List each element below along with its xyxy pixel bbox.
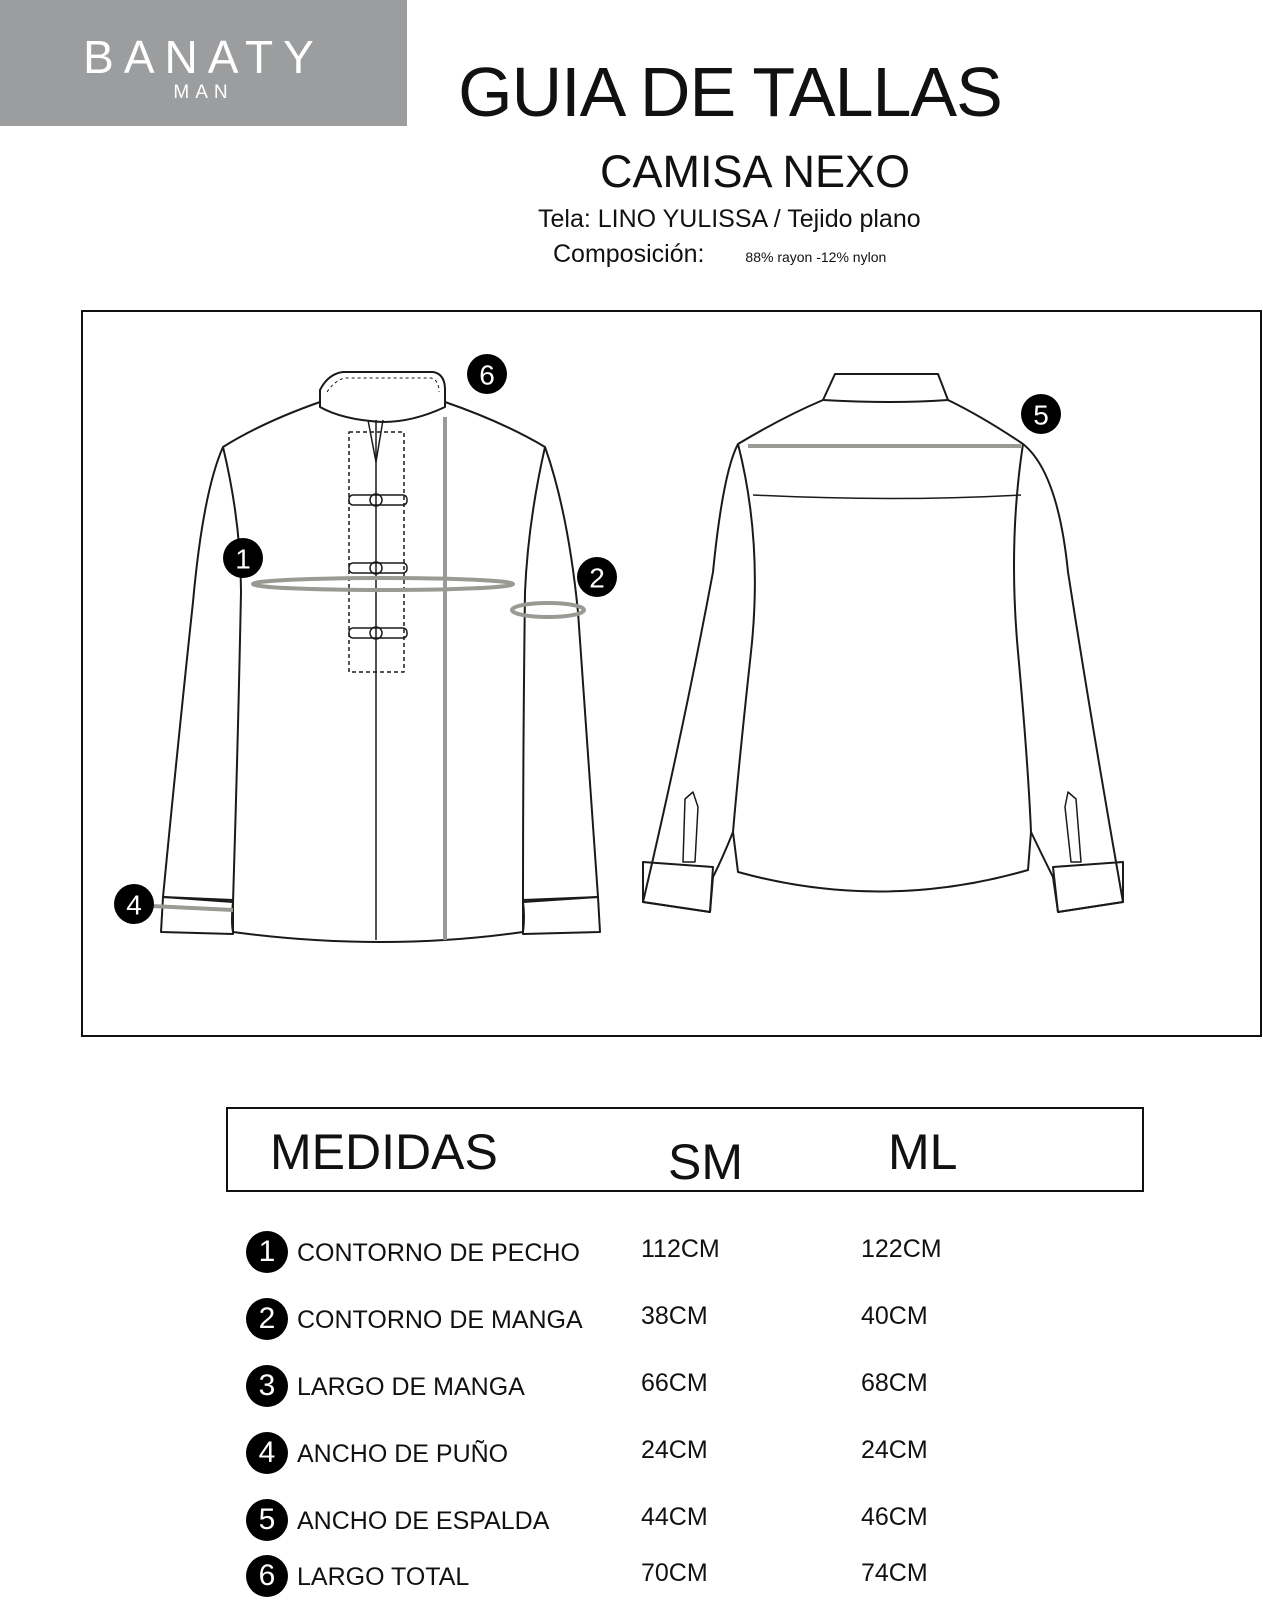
svg-text:1: 1 (235, 543, 251, 575)
frog-button (349, 627, 407, 639)
row-ml-value: 122CM (861, 1235, 942, 1263)
badge-6 (467, 354, 507, 394)
front-left-sleeve-seam (223, 447, 241, 902)
badge-1 (223, 538, 263, 578)
front-collar (320, 372, 445, 422)
shirt-diagram (81, 310, 1262, 1037)
row-ml-value: 24CM (861, 1436, 928, 1464)
back-shirt (643, 374, 1123, 912)
row-number-badge: 2 (246, 1298, 288, 1340)
table-row (246, 1365, 1046, 1409)
row-sm-value: 112CM (641, 1235, 720, 1263)
header-size-sm: SM (668, 1134, 743, 1190)
svg-text:6: 6 (479, 359, 495, 391)
row-ml-value: 74CM (861, 1559, 928, 1587)
row-sm-value: 66CM (641, 1369, 708, 1397)
front-left-cuff (161, 897, 233, 934)
row-label: CONTORNO DE PECHO (297, 1239, 580, 1267)
row-label: LARGO TOTAL (297, 1563, 470, 1591)
table-row (246, 1231, 1046, 1275)
front-collar-stitch (327, 378, 439, 392)
cuff-measure-line (151, 906, 233, 910)
back-right-cuff (1053, 862, 1123, 912)
front-shirt (161, 372, 600, 942)
shirt-drawing (83, 312, 1263, 1039)
chest-measure-line (253, 578, 513, 590)
frog-button (349, 494, 407, 506)
composition-info (553, 240, 886, 269)
frog-button (349, 562, 407, 574)
back-yoke (753, 495, 1021, 499)
row-sm-value: 44CM (641, 1503, 708, 1531)
brand-name: BANATY (83, 31, 324, 83)
row-number-badge: 4 (246, 1432, 288, 1474)
back-collar (823, 374, 948, 402)
page-title: GUIA DE TALLAS (458, 53, 1002, 131)
row-ml-value: 68CM (861, 1369, 928, 1397)
row-number-badge: 1 (246, 1231, 288, 1273)
back-left-sleeve-seam (733, 444, 755, 832)
header-size-ml: ML (888, 1124, 958, 1180)
table-row (246, 1555, 1046, 1599)
back-body-outline (643, 400, 1123, 912)
row-ml-value: 40CM (861, 1302, 928, 1330)
row-sm-value: 24CM (641, 1436, 708, 1464)
size-table-header (226, 1107, 1144, 1192)
table-row (246, 1499, 1046, 1543)
product-name: CAMISA NEXO (599, 146, 911, 197)
row-sm-value: 38CM (641, 1302, 708, 1330)
row-label: LARGO DE MANGA (297, 1373, 525, 1401)
table-row (246, 1432, 1046, 1476)
row-sm-value: 70CM (641, 1559, 708, 1587)
badge-5 (1021, 394, 1061, 434)
sleeve-measure-line (512, 603, 584, 617)
back-right-sleeve-seam (1014, 444, 1031, 832)
front-right-sleeve-seam (523, 447, 545, 902)
svg-text:5: 5 (1033, 399, 1049, 431)
badge-2 (577, 557, 617, 597)
row-label: ANCHO DE PUÑO (297, 1440, 509, 1468)
row-label: ANCHO DE ESPALDA (297, 1507, 550, 1535)
row-number-badge: 6 (246, 1555, 288, 1597)
badge-4 (114, 884, 154, 924)
front-right-cuff (523, 897, 600, 934)
fabric-info: Tela: LINO YULISSA / Tejido plano (538, 205, 921, 233)
composition-value: 88% rayon -12% nylon (745, 249, 887, 265)
row-number-badge: 3 (246, 1365, 288, 1407)
svg-text:2: 2 (589, 562, 605, 594)
svg-text:4: 4 (126, 889, 142, 921)
brand-logo (0, 0, 407, 126)
back-left-cuff (643, 862, 713, 912)
back-right-placket (1065, 792, 1081, 862)
brand-sub: MAN (173, 82, 234, 103)
composition-label: Composición: (553, 240, 705, 268)
back-left-placket (683, 792, 698, 862)
row-number-badge: 5 (246, 1499, 288, 1541)
row-ml-value: 46CM (861, 1503, 928, 1531)
table-row (246, 1298, 1046, 1342)
row-label: CONTORNO DE MANGA (297, 1306, 583, 1334)
header-measures: MEDIDAS (270, 1124, 498, 1180)
